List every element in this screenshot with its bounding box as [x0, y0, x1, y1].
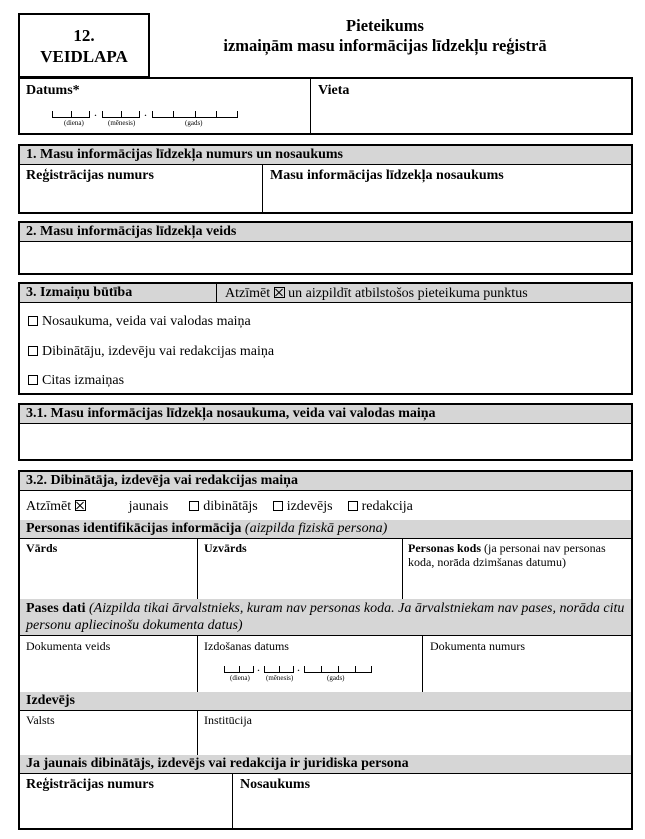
date-label: Datums* — [26, 83, 80, 98]
day-caption: (diena) — [64, 119, 84, 127]
legal-reg-number-label: Reģistrācijas numurs — [26, 777, 154, 792]
title-line-1: Pieteikums — [346, 16, 424, 35]
section-2-title: 2. Masu informācijas līdzekļa veids — [20, 223, 631, 242]
checked-box-icon — [274, 287, 285, 298]
page-title — [175, 16, 595, 56]
place-label: Vieta — [318, 83, 350, 98]
passport-header: Pases dati (Aizpilda tikai ārvalstnieks, kuram nav personas koda. Ja ārvalstniekam nav pases, norāda citu personu apliecinošu dokumenta datus) — [20, 599, 631, 636]
choice-publisher[interactable]: izdevējs — [273, 499, 333, 514]
personal-code-label: Personas kods (ja personai nav personas koda, norāda dzimšanas datumu) — [408, 541, 606, 569]
section-3-title: 3. Izmaiņu būtība — [26, 285, 133, 300]
section-1-title: 1. Masu informācijas līdzekļa numurs un nosaukums — [20, 146, 631, 165]
legal-name-label: Nosaukums — [240, 777, 311, 792]
month-caption: (mēnesis) — [108, 119, 136, 127]
media-name-label: Masu informācijas līdzekļa nosaukums — [270, 168, 504, 183]
date-field[interactable]: . . (diena) (mēnesis) (gads) — [52, 107, 282, 131]
first-name-label: Vārds — [26, 541, 58, 555]
form-word: VEIDLAPA — [40, 47, 128, 66]
year-caption: (gads) — [185, 119, 203, 127]
section-3-2-title: 3.2. Dibinātāja, izdevēja vai redakcijas maiņa — [20, 472, 631, 491]
section-3-2-mark-row: Atzīmēt jaunais dibinātājs izdevējs redakcija — [26, 499, 413, 514]
title-line-2: izmaiņām masu informācijas līdzekļu reģistrā — [223, 36, 547, 55]
checkbox-icon[interactable] — [28, 375, 38, 385]
form-number: 12. — [73, 26, 95, 45]
section-3-1-title: 3.1. Masu informācijas līdzekļa nosaukuma, veida vai valodas maiņa — [20, 405, 631, 424]
country-label: Valsts — [26, 713, 55, 727]
checked-box-icon — [75, 500, 86, 511]
last-name-label: Uzvārds — [204, 541, 247, 555]
checkbox-icon[interactable] — [348, 501, 358, 511]
checkbox-icon[interactable] — [28, 316, 38, 326]
section-3-1 — [18, 403, 633, 461]
option-name-change[interactable]: Nosaukuma, veida vai valodas maiņa — [28, 314, 251, 330]
reg-number-label: Reģistrācijas numurs — [26, 168, 154, 183]
option-founder-change[interactable]: Dibinātāju, izdevēju vai redakcijas maiņa — [28, 344, 274, 360]
day-caption-2: (diena) — [230, 674, 250, 682]
legal-header: Ja jaunais dibinātājs, izdevējs vai redakcija ir juridiska persona — [20, 755, 631, 774]
date-place-section — [18, 77, 633, 135]
issuer-header: Izdevējs — [20, 692, 631, 711]
issue-date-field[interactable]: . . (diena) (mēnesis) (gads) — [224, 662, 394, 686]
issue-date-label: Izdošanas datums — [204, 639, 289, 653]
section-1 — [18, 144, 633, 214]
doc-number-label: Dokumenta numurs — [430, 639, 525, 653]
checkbox-icon[interactable] — [273, 501, 283, 511]
year-caption-2: (gads) — [327, 674, 345, 682]
choice-founder[interactable]: dibinātājs — [189, 499, 257, 514]
choice-editorial[interactable]: redakcija — [348, 499, 413, 514]
checkbox-icon[interactable] — [28, 346, 38, 356]
doc-type-label: Dokumenta veids — [26, 639, 111, 653]
person-header: Personas identifikācijas informācija (aizpilda fiziskā persona) — [20, 520, 631, 539]
checkbox-icon[interactable] — [189, 501, 199, 511]
institution-label: Institūcija — [204, 713, 252, 727]
section-2 — [18, 221, 633, 275]
month-caption-2: (mēnesis) — [266, 674, 294, 682]
section-3 — [18, 282, 633, 395]
form-number-box — [18, 13, 150, 78]
section-3-2 — [18, 470, 633, 830]
section-3-mark-note: Atzīmēt un aizpildīt atbilstošos pieteikuma punktus — [225, 286, 528, 301]
option-other-change[interactable]: Citas izmaiņas — [28, 373, 124, 389]
